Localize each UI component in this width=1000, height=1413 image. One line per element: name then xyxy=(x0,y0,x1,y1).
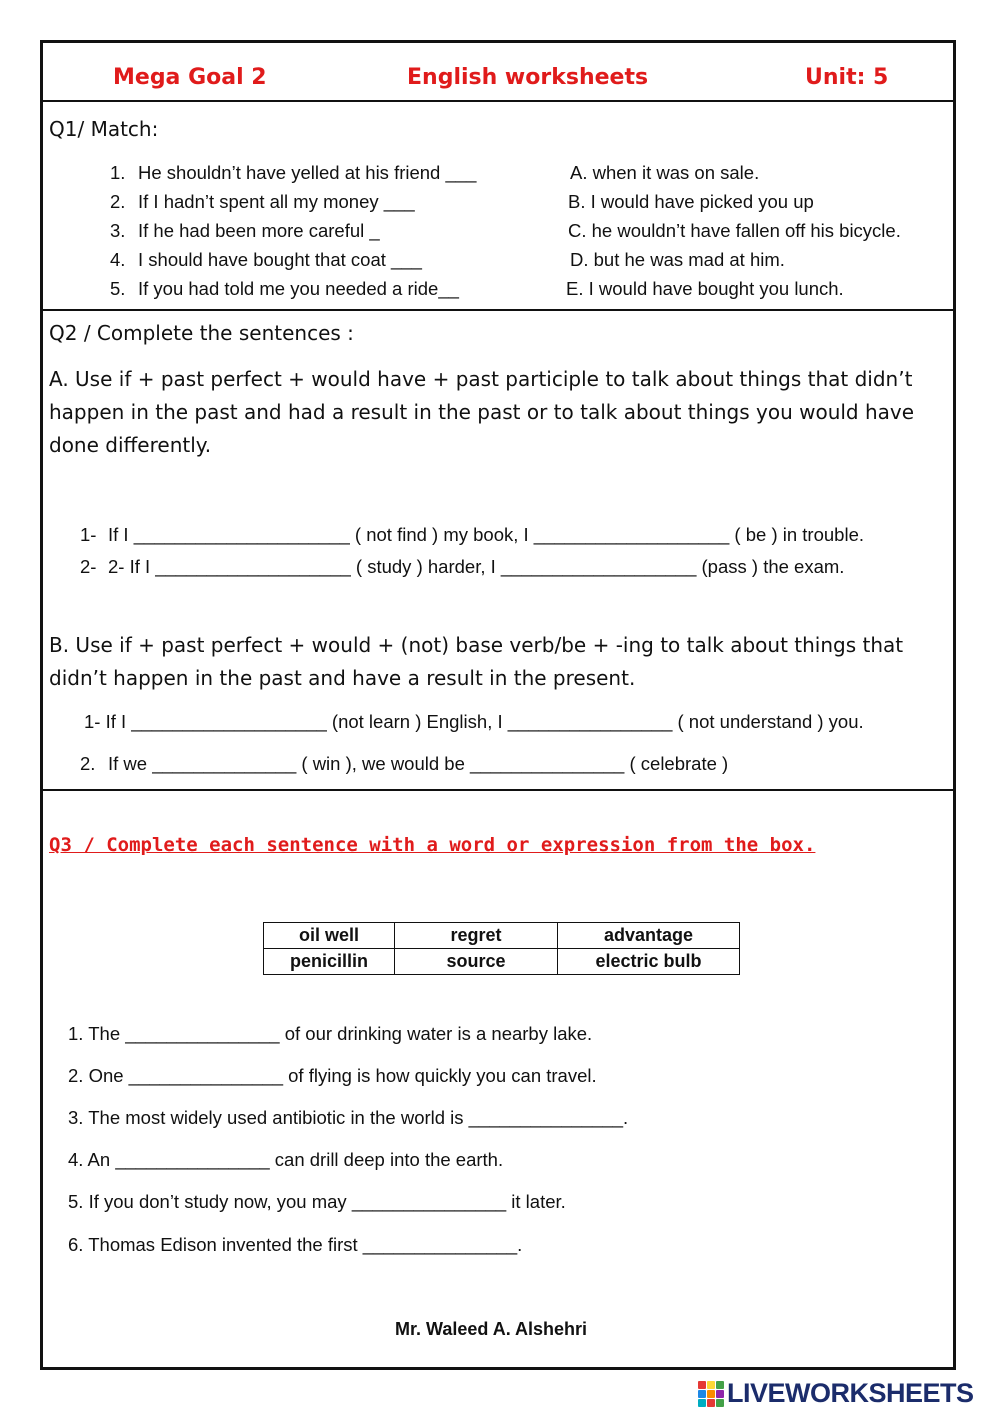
logo-square xyxy=(716,1390,724,1398)
q1-right-item: B. I would have picked you up xyxy=(568,191,814,212)
q3-item: 1. The _______________ of our drinking water is a nearby lake. xyxy=(68,1023,593,1044)
divider xyxy=(43,789,953,791)
item-number: 2. xyxy=(80,753,96,774)
logo-square xyxy=(716,1399,724,1407)
word-box-cell: penicillin xyxy=(264,949,395,975)
q1-left-item xyxy=(110,191,415,213)
q3-item: 4. An _______________ can drill deep into the earth. xyxy=(68,1149,504,1170)
q1-title: Q1/ Match: xyxy=(49,117,159,141)
word-box-row xyxy=(264,923,740,949)
item-text: If I _____________________ ( not find ) my book, I ___________________ ( be ) in trouble. xyxy=(108,524,864,545)
q1-left-item xyxy=(110,249,422,271)
logo-square xyxy=(707,1381,715,1389)
word-box xyxy=(263,922,740,975)
q3-item: 6. Thomas Edison invented the first _______________. xyxy=(68,1234,523,1255)
item-number: 1- xyxy=(80,524,97,545)
q2-part-a-item xyxy=(80,524,864,546)
word-box-cell: electric bulb xyxy=(558,949,740,975)
logo-square xyxy=(707,1390,715,1398)
item-text: If I hadn’t spent all my money ___ xyxy=(138,191,415,212)
liveworksheets-logo xyxy=(698,1378,974,1409)
item-text: If you had told me you needed a ride__ xyxy=(138,278,459,299)
item-number: 1. xyxy=(110,162,126,183)
q1-right-item: E. I would have bought you lunch. xyxy=(566,278,844,299)
q2-part-b-instruction: B. Use if + past perfect + would + (not) base verb/be + -ing to talk about things that didn’t happen in the past and have a result in the present. xyxy=(49,633,904,690)
logo-square xyxy=(716,1381,724,1389)
q1-left-item xyxy=(110,220,380,242)
brand-name: LIVEWORKSHEETS xyxy=(727,1378,974,1408)
q1-left-item xyxy=(110,278,459,300)
item-number: 2- xyxy=(80,556,97,577)
header-unit: Unit: 5 xyxy=(805,65,889,90)
header-title-center: English worksheets xyxy=(407,65,649,90)
worksheet xyxy=(40,40,956,1370)
q3-item: 3. The most widely used antibiotic in the world is _______________. xyxy=(68,1107,629,1128)
author-credit: Mr. Waleed A. Alshehri xyxy=(395,1319,588,1339)
q1-right-item: C. he wouldn’t have fallen off his bicycle. xyxy=(568,220,901,241)
word-box-row xyxy=(264,949,740,975)
item-text: I should have bought that coat ___ xyxy=(138,249,422,270)
item-text: If he had been more careful _ xyxy=(138,220,380,241)
q2-title: Q2 / Complete the sentences : xyxy=(49,321,354,345)
logo-square xyxy=(698,1399,706,1407)
item-number: 5. xyxy=(110,278,126,299)
header-title-left: Mega Goal 2 xyxy=(113,65,267,90)
word-box-cell: regret xyxy=(395,923,558,949)
logo-square xyxy=(698,1390,706,1398)
item-text: If we ______________ ( win ), we would be _______________ ( celebrate ) xyxy=(108,753,729,774)
q2-part-a-instruction: A. Use if + past perfect + would have + past participle to talk about things that didn’t happen in the past and had a result in the past or to talk about things you would have done differently. xyxy=(49,367,915,457)
item-number: 4. xyxy=(110,249,126,270)
divider xyxy=(43,100,953,102)
logo-icon xyxy=(698,1381,724,1407)
q3-item: 5. If you don’t study now, you may _______________ it later. xyxy=(68,1191,566,1212)
q2-part-a-item xyxy=(80,556,844,578)
q3-title: Q3 / Complete each sentence with a word or expression from the box. xyxy=(49,834,816,856)
divider xyxy=(43,309,953,311)
q2-part-b-item: 1- If I ___________________ (not learn ) English, I ________________ ( not understand ) you. xyxy=(84,711,864,732)
word-box-cell: oil well xyxy=(264,923,395,949)
q2-part-b-item xyxy=(80,753,728,775)
item-text: 2- If I ___________________ ( study ) harder, I ___________________ (pass ) the exam. xyxy=(108,556,845,577)
logo-square xyxy=(698,1381,706,1389)
q1-left-item xyxy=(110,162,476,184)
q3-item: 2. One _______________ of flying is how quickly you can travel. xyxy=(68,1065,597,1086)
q1-right-item: A. when it was on sale. xyxy=(570,162,760,183)
logo-square xyxy=(707,1399,715,1407)
item-number: 2. xyxy=(110,191,126,212)
word-box-cell: source xyxy=(395,949,558,975)
word-box-cell: advantage xyxy=(558,923,740,949)
item-number: 3. xyxy=(110,220,126,241)
item-text: He shouldn’t have yelled at his friend ___ xyxy=(138,162,477,183)
q1-right-item: D. but he was mad at him. xyxy=(570,249,785,270)
